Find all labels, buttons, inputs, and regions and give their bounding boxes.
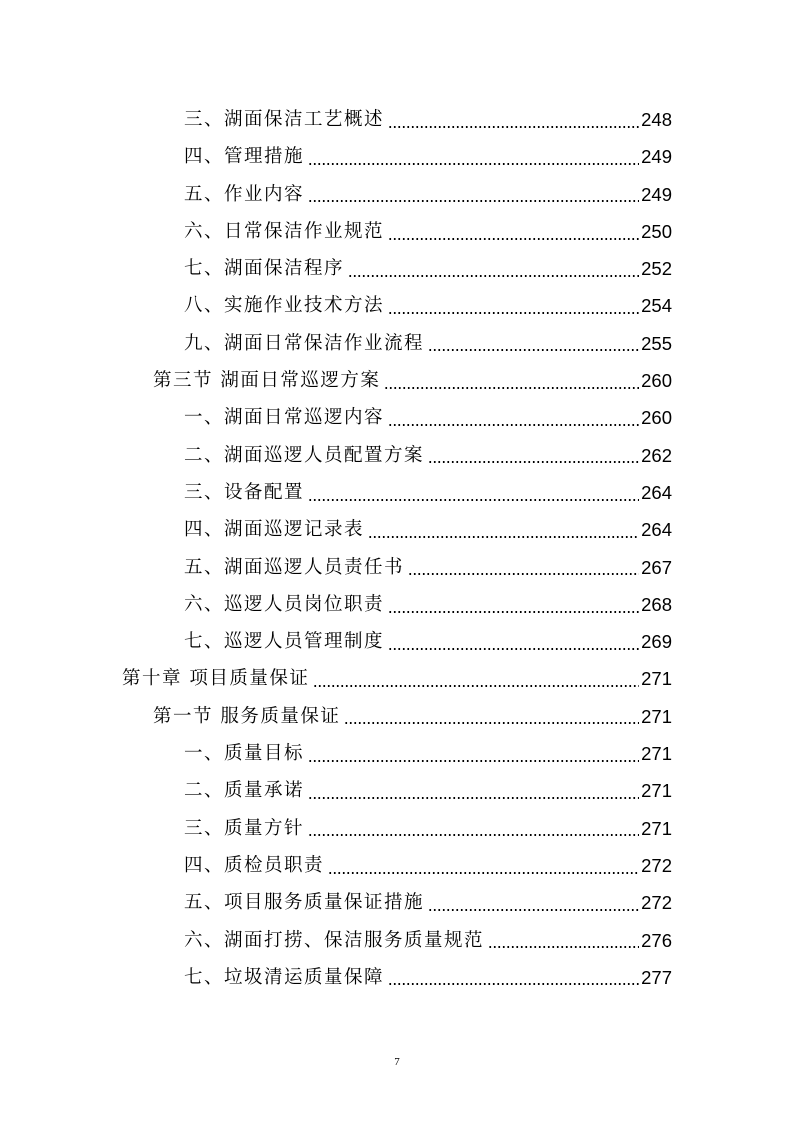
toc-entry-page: 249 — [641, 183, 672, 205]
toc-entry-title: 七、巡逻人员管理制度 — [184, 631, 385, 653]
toc-entry-page: 269 — [641, 631, 672, 653]
toc-entry[interactable] — [0, 884, 794, 921]
toc-entry-page: 267 — [641, 556, 672, 578]
toc-entry-page: 271 — [641, 705, 672, 727]
toc-entry-title: 第十章 项目质量保证 — [122, 668, 310, 690]
dot-leader — [328, 856, 639, 876]
toc-entry-title: 四、质检员职责 — [184, 854, 325, 876]
toc-entry-page: 260 — [641, 370, 672, 392]
toc-entry[interactable] — [0, 325, 794, 362]
toc-entry-page: 272 — [641, 854, 672, 876]
toc-entry[interactable] — [0, 660, 794, 697]
toc-entry[interactable] — [0, 287, 794, 324]
dot-leader — [308, 818, 639, 838]
dot-leader — [388, 296, 639, 316]
dot-leader — [308, 781, 639, 801]
toc-entry-title: 一、质量目标 — [184, 743, 305, 765]
dot-leader — [388, 595, 639, 615]
toc-entry[interactable] — [0, 213, 794, 250]
toc-entry-page: 264 — [641, 519, 672, 541]
toc-entry-title: 三、湖面保洁工艺概述 — [184, 109, 385, 130]
dot-leader — [428, 333, 639, 353]
toc-entry[interactable] — [0, 586, 794, 623]
toc-entry-title: 六、日常保洁作业规范 — [184, 220, 385, 242]
toc-entry-page: 277 — [641, 966, 672, 988]
dot-leader — [344, 706, 639, 726]
toc-entry[interactable] — [0, 810, 794, 847]
toc-entry[interactable] — [0, 474, 794, 511]
dot-leader — [388, 967, 639, 987]
toc-entry-page: 255 — [641, 332, 672, 354]
toc-entry-title: 一、湖面日常巡逻内容 — [184, 407, 385, 429]
dot-leader — [488, 930, 639, 950]
dot-leader — [308, 184, 639, 204]
toc-entry-title: 七、湖面保洁程序 — [184, 258, 345, 280]
toc-entry[interactable] — [0, 399, 794, 436]
toc-entry-page: 249 — [641, 146, 672, 168]
toc-entry-title: 八、实施作业技术方法 — [184, 295, 385, 317]
toc-entry[interactable] — [0, 101, 794, 138]
toc-entry[interactable] — [0, 735, 794, 772]
dot-leader — [388, 110, 639, 130]
toc-entry-title: 三、设备配置 — [184, 481, 305, 503]
toc-entry[interactable] — [0, 362, 794, 399]
toc-entry[interactable] — [0, 250, 794, 287]
toc-entry-page: 250 — [641, 220, 672, 242]
toc-entry-page: 272 — [641, 892, 672, 914]
page-number: 7 — [394, 1056, 400, 1068]
toc-entry[interactable] — [0, 623, 794, 660]
dot-leader — [428, 893, 639, 913]
toc-entry[interactable] — [0, 698, 794, 735]
toc-entry-title: 二、质量承诺 — [184, 780, 305, 802]
dot-leader — [368, 520, 639, 540]
dot-leader — [308, 744, 639, 764]
toc-entry-page: 254 — [641, 295, 672, 317]
toc-entry[interactable] — [0, 176, 794, 213]
dot-leader — [388, 222, 639, 242]
toc-entry-page: 268 — [641, 593, 672, 615]
dot-leader — [388, 632, 639, 652]
toc-entry-page: 262 — [641, 444, 672, 466]
toc-entry-title: 四、管理措施 — [184, 146, 305, 168]
dot-leader — [384, 371, 639, 391]
dot-leader — [308, 483, 639, 503]
toc-entry-title: 六、巡逻人员岗位职责 — [184, 593, 385, 615]
toc-entry[interactable] — [0, 511, 794, 548]
toc-entry[interactable] — [0, 437, 794, 474]
toc-entry-page: 248 — [641, 109, 672, 130]
toc-entry-page: 276 — [641, 929, 672, 951]
toc-entry[interactable] — [0, 959, 794, 996]
table-of-contents — [0, 101, 794, 996]
toc-entry-page: 271 — [641, 743, 672, 765]
dot-leader — [408, 557, 639, 577]
toc-entry-title: 五、湖面巡逻人员责任书 — [184, 556, 405, 578]
dot-leader — [313, 669, 639, 689]
toc-entry[interactable] — [0, 138, 794, 175]
toc-entry-title: 四、湖面巡逻记录表 — [184, 519, 365, 541]
toc-entry[interactable] — [0, 549, 794, 586]
toc-entry-page: 252 — [641, 258, 672, 280]
dot-leader — [428, 445, 639, 465]
toc-entry-title: 七、垃圾清运质量保障 — [184, 966, 385, 988]
toc-entry-page: 260 — [641, 407, 672, 429]
toc-entry-title: 九、湖面日常保洁作业流程 — [184, 332, 425, 354]
toc-entry[interactable] — [0, 922, 794, 959]
toc-entry-page: 271 — [641, 817, 672, 839]
toc-entry-page: 271 — [641, 668, 672, 690]
toc-entry-title: 二、湖面巡逻人员配置方案 — [184, 444, 425, 466]
toc-entry-page: 264 — [641, 481, 672, 503]
toc-entry-title: 五、项目服务质量保证措施 — [184, 892, 425, 914]
dot-leader — [388, 408, 639, 428]
toc-entry-page: 271 — [641, 780, 672, 802]
toc-entry[interactable] — [0, 772, 794, 809]
dot-leader — [348, 259, 639, 279]
dot-leader — [308, 147, 639, 167]
toc-entry[interactable] — [0, 847, 794, 884]
toc-entry-title: 第一节 服务质量保证 — [153, 705, 341, 727]
toc-entry-title: 三、质量方针 — [184, 817, 305, 839]
toc-entry-title: 五、作业内容 — [184, 183, 305, 205]
toc-entry-title: 六、湖面打捞、保洁服务质量规范 — [184, 929, 485, 951]
toc-entry-title: 第三节 湖面日常巡逻方案 — [153, 370, 381, 392]
